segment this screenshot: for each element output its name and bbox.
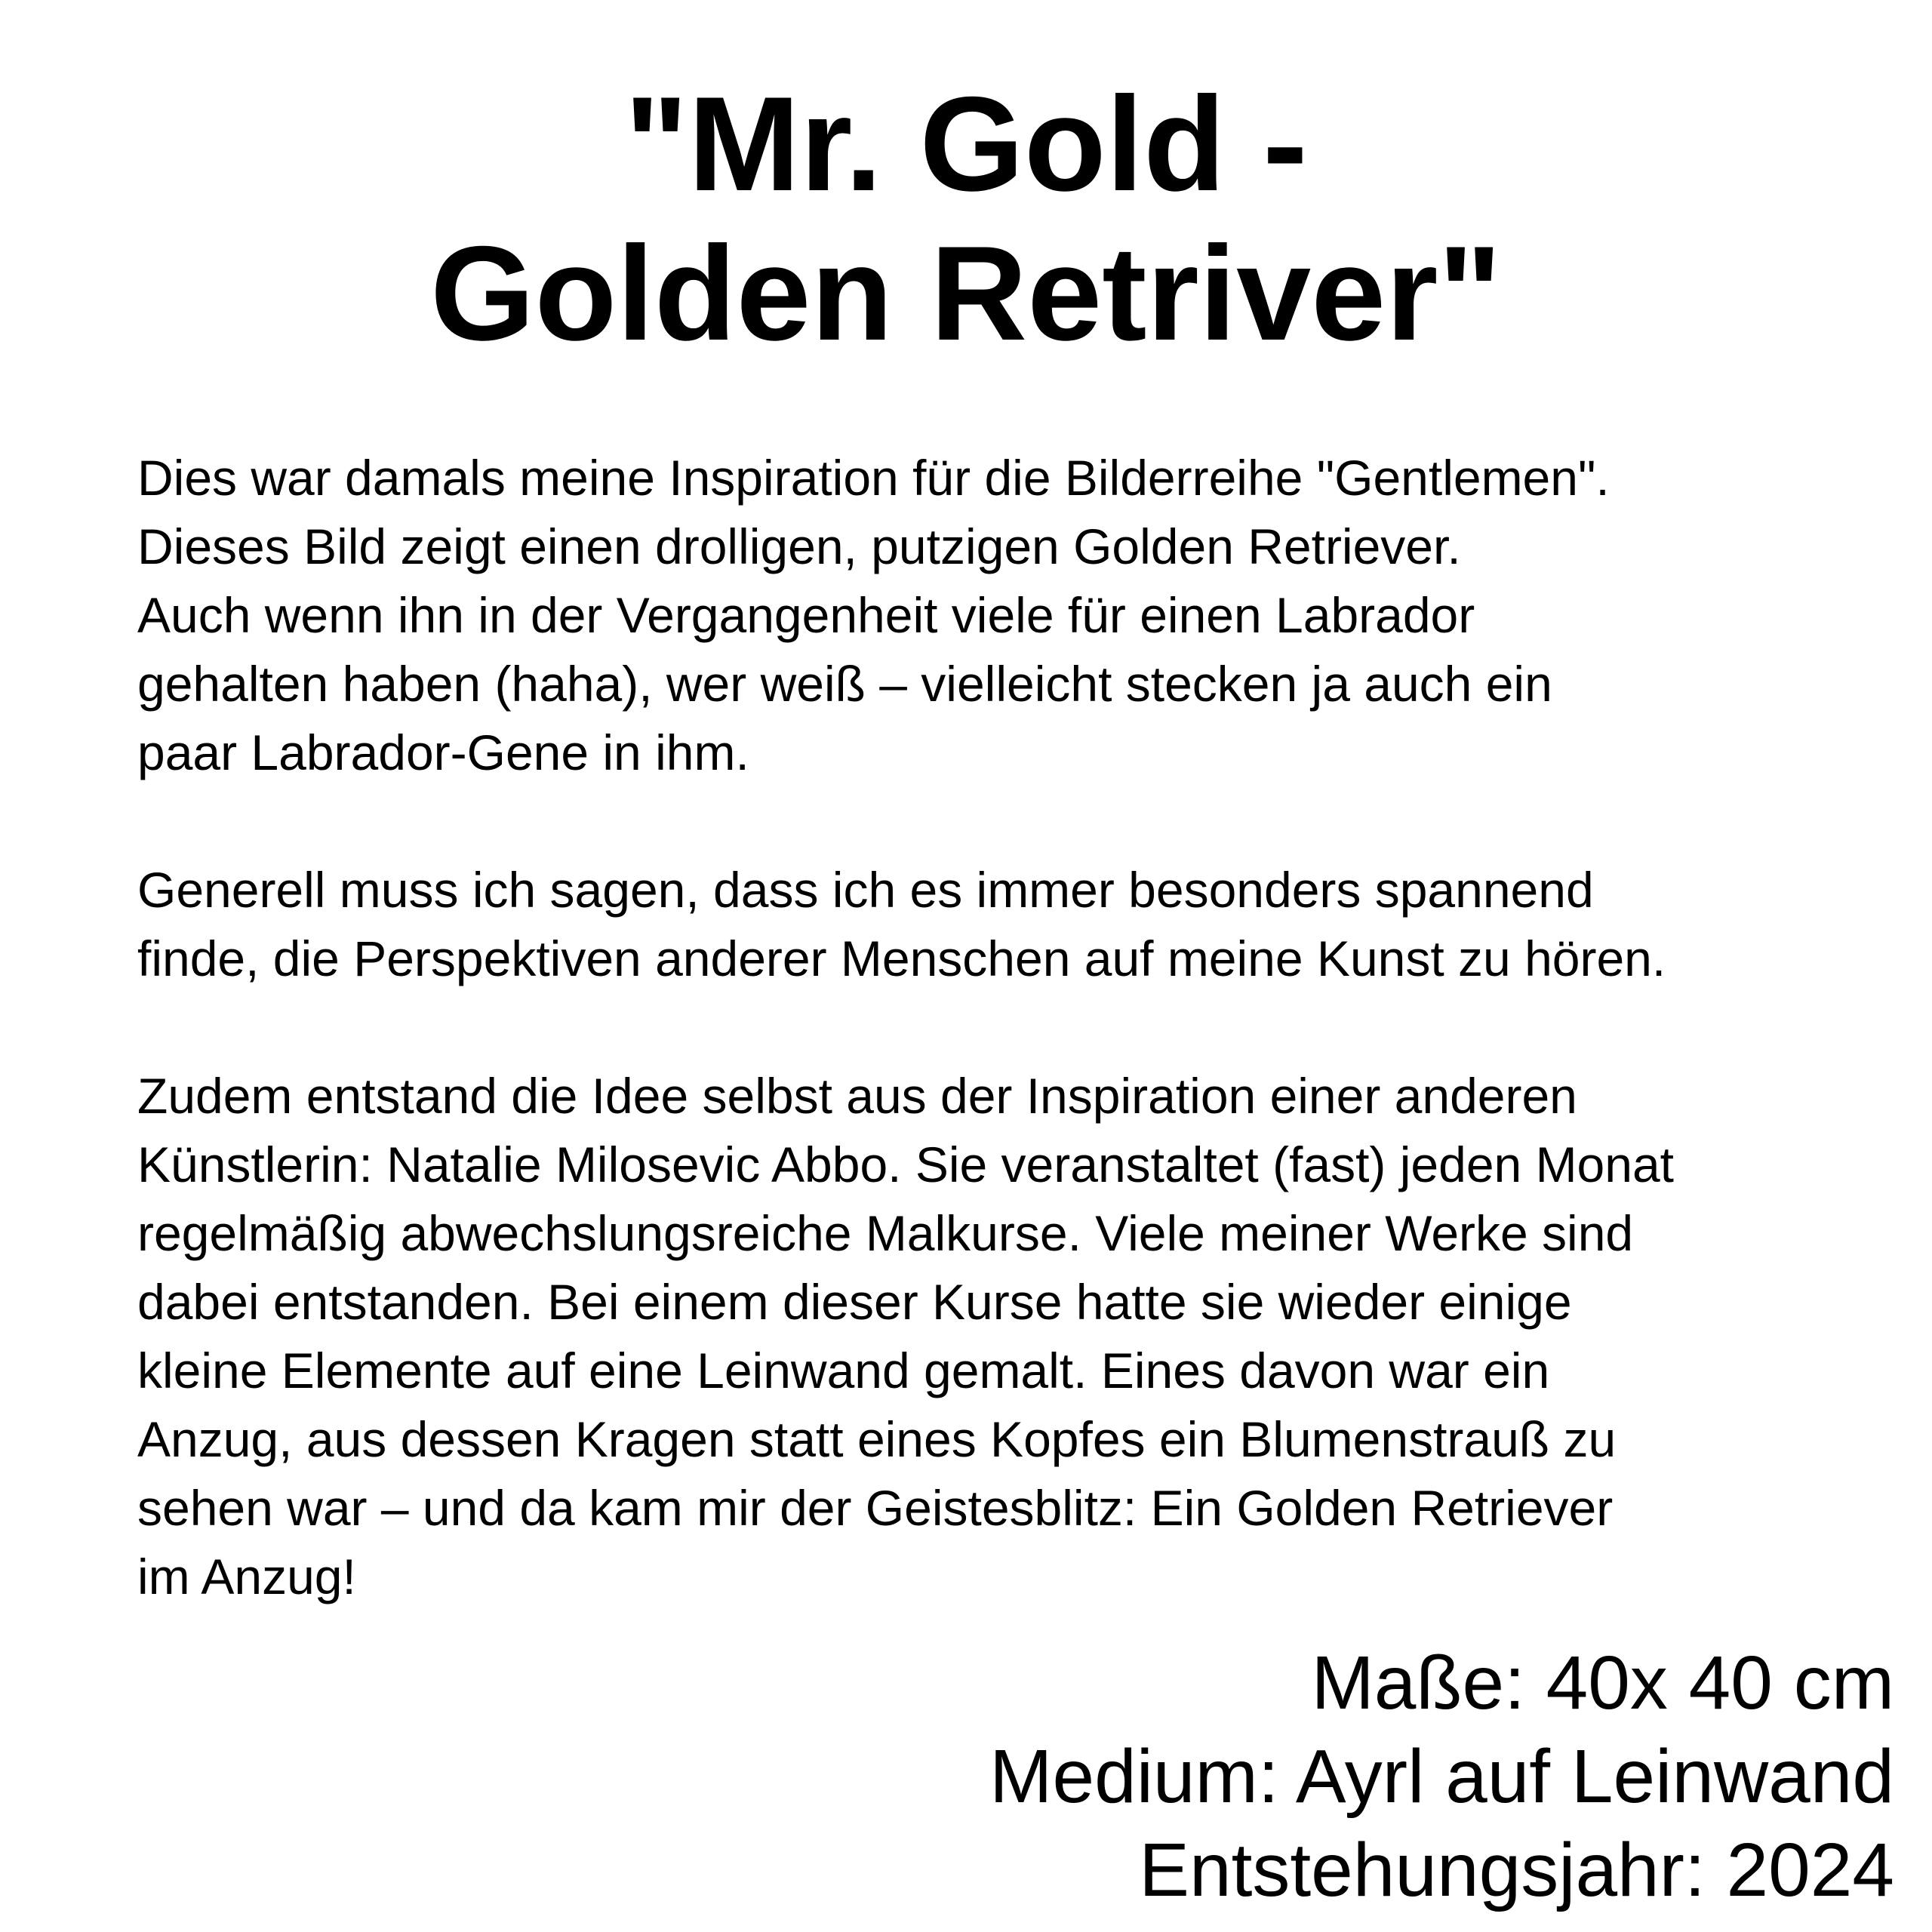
text-line: im Anzug! — [137, 1549, 356, 1604]
artwork-year: Entstehungsjahr: 2024 — [1139, 1828, 1894, 1912]
text-line: sehen war – und da kam mir der Geistesblitz: Ein Golden Retriever — [137, 1480, 1614, 1536]
text-line: gehalten haben (haha), wer weiß – vielleicht stecken ja auch ein — [137, 656, 1552, 712]
paragraph-inspiration — [137, 444, 1918, 787]
artwork-medium: Medium: Ayrl auf Leinwand — [989, 1734, 1894, 1819]
text-line: Zudem entstand die Idee selbst aus der Inspiration einer anderen — [137, 1068, 1577, 1124]
text-line: Auch wenn ihn in der Vergangenheit viele für einen Labrador — [137, 587, 1475, 643]
text-line: Künstlerin: Natalie Milosevic Abbo. Sie veranstaltet (fast) jeden Monat — [137, 1137, 1675, 1192]
text-line: finde, die Perspektiven anderer Menschen auf meine Kunst zu hören. — [137, 931, 1666, 986]
text-line: Anzug, aus dessen Kragen statt eines Kopfes ein Blumenstrauß zu — [137, 1411, 1617, 1467]
text-line: paar Labrador-Gene in ihm. — [137, 724, 749, 780]
text-line: dabei entstanden. Bei einem dieser Kurse hatte sie wieder einige — [137, 1274, 1572, 1330]
description — [137, 444, 1918, 1611]
artwork-details — [989, 1636, 1894, 1917]
text-line: regelmäßig abwechslungsreiche Malkurse. Viele meiner Werke sind — [137, 1205, 1634, 1261]
paragraph-origin — [137, 1062, 1918, 1611]
text-line: Generell muss ich sagen, dass ich es immer besonders spannend — [137, 862, 1594, 918]
text-line: Dieses Bild zeigt einen drolligen, putzigen Golden Retriever. — [137, 518, 1461, 574]
title-line-2: Golden Retriver" — [430, 218, 1502, 368]
title-line-1: "Mr. Gold - — [624, 69, 1308, 219]
text-line: kleine Elemente auf eine Leinwand gemalt. Eines davon war ein — [137, 1343, 1550, 1398]
text-line: Dies war damals meine Inspiration für die Bilderreihe "Gentlemen". — [137, 450, 1610, 506]
paragraph-perspectives — [137, 856, 1918, 993]
page-title — [0, 69, 1932, 368]
artwork-size: Maße: 40x 40 cm — [1311, 1641, 1894, 1725]
